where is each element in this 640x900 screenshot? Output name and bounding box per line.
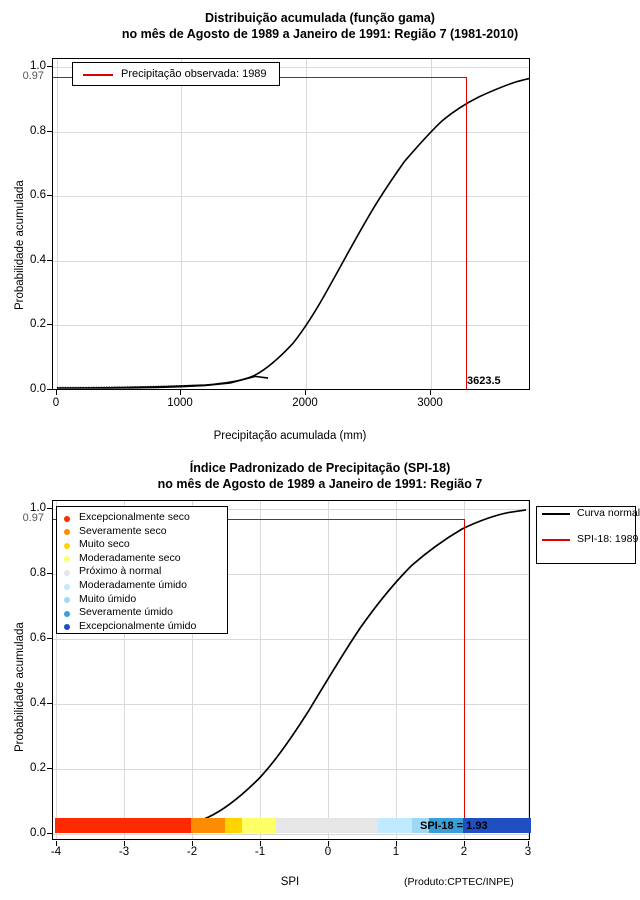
top-x-tickmark-0 — [56, 390, 57, 395]
bottom-y-tick-4: 0.8 — [30, 567, 46, 579]
legend-class-row-2 — [57, 538, 227, 552]
legend-class-row-4 — [57, 565, 227, 579]
spi-class-muito-seco — [225, 818, 242, 833]
spi-class-moderadamente-seco — [242, 818, 276, 833]
bottom-chart-title — [0, 460, 640, 492]
top-y-tick-1: 0.2 — [30, 318, 46, 331]
bottom-y-tick-3: 0.6 — [30, 632, 46, 644]
legend-dot-proximo-a-normal — [64, 570, 70, 576]
legend-swatch-curva-normal — [542, 513, 570, 515]
legend-label-5: Moderadamente úmido — [79, 578, 187, 591]
top-chart-title-line1: Distribuição acumulada (função gama) — [205, 11, 435, 25]
legend-class-row-3 — [57, 552, 227, 566]
legend-series-label-1: SPI-18: 1989 — [577, 533, 639, 545]
legend-series-curva-normal — [537, 507, 640, 533]
legend-swatch-spi — [542, 539, 570, 541]
top-highlight-y-label: 0.97 — [22, 70, 44, 82]
spi-class-moderadamente-umido — [378, 818, 412, 833]
top-y-axis-label: Probabilidade acumulada — [14, 180, 26, 310]
legend-series-spi — [537, 533, 639, 546]
top-y-tick-4: 0.8 — [30, 124, 46, 137]
spi-class-legend — [56, 506, 228, 634]
bottom-y-tick-1: 0.2 — [30, 762, 46, 774]
legend-label-8: Excepcionalmente úmido — [79, 619, 197, 632]
spi-class-excepcionalmente-seco — [55, 818, 191, 833]
bottom-x-tick--4: -4 — [50, 846, 62, 858]
top-y-tick-5: 1.0 — [30, 60, 46, 72]
top-x-tick-2000: 2000 — [292, 397, 318, 409]
spi-panel — [0, 452, 640, 900]
bottom-y-tick-0: 0.0 — [30, 827, 46, 839]
top-legend-label: Precipitação observada: 1989 — [121, 68, 267, 80]
legend-dot-severamente-umido — [64, 611, 70, 617]
top-legend — [72, 62, 280, 86]
legend-class-row-7 — [57, 606, 227, 620]
legend-dot-excepcionalmente-umido — [64, 624, 70, 630]
bottom-x-tick-1: 1 — [392, 846, 400, 858]
legend-label-7: Severamente úmido — [79, 606, 173, 619]
legend-dot-muito-seco — [64, 543, 70, 549]
bottom-y-axis-label: Probabilidade acumulada — [14, 622, 26, 752]
legend-dot-muito-umido — [64, 597, 70, 603]
top-x-tick-3000: 3000 — [417, 397, 443, 409]
spi-value-label: SPI-18 = 1.93 — [420, 820, 488, 832]
top-observed-value-label: 3623.5 — [467, 375, 501, 387]
top-y-tick-0: 0.0 — [30, 383, 46, 395]
legend-label-0: Excepcionalmente seco — [79, 511, 190, 523]
bottom-chart-title-line1: Índice Padronizado de Precipitação (SPI-18) — [189, 461, 451, 475]
top-chart-title-line2: no mês de Agosto de 1989 a Janeiro de 1991: Região 7 (1981-2010) — [121, 27, 519, 41]
legend-label-1: Severamente seco — [79, 524, 167, 537]
top-x-tickmark-2000 — [305, 390, 306, 395]
bottom-x-tick-0: 0 — [324, 846, 332, 858]
legend-dot-moderadamente-umido — [64, 584, 70, 590]
top-x-tick-0: 0 — [52, 397, 60, 409]
top-plot-area — [52, 58, 530, 390]
top-gamma-curve — [53, 59, 529, 389]
legend-class-row-1 — [57, 525, 227, 539]
legend-class-row-0 — [57, 511, 227, 525]
bottom-x-tick-3: 3 — [524, 846, 532, 858]
top-x-tickmark-3000 — [430, 390, 431, 395]
top-y-tick-3: 0.6 — [30, 189, 46, 202]
legend-dot-severamente-seco — [64, 529, 70, 535]
top-x-axis-label: Precipitação acumulada (mm) — [213, 430, 367, 442]
bottom-x-tick--2: -2 — [186, 846, 198, 858]
legend-label-2: Muito seco — [79, 538, 130, 551]
bottom-x-tick--3: -3 — [118, 846, 130, 858]
top-y-tick-2: 0.4 — [30, 253, 46, 266]
legend-label-6: Muito úmido — [79, 592, 137, 605]
top-legend-line-swatch — [83, 74, 113, 76]
legend-class-row-8 — [57, 620, 227, 634]
bottom-highlight-y-label: 0.97 — [22, 512, 44, 524]
top-observed-vline — [466, 77, 467, 391]
legend-series-label-0: Curva normal — [577, 507, 640, 519]
bottom-chart-title-line2: no mês de Agosto de 1989 a Janeiro de 1991: Região 7 — [157, 477, 483, 491]
bottom-y-tick-5: 1.0 — [30, 502, 46, 514]
bottom-series-legend — [536, 506, 640, 564]
product-source-note: (Produto:CPTEC/INPE) — [404, 876, 514, 888]
bottom-y-tick-2: 0.4 — [30, 697, 46, 709]
top-x-tickmark-1000 — [180, 390, 181, 395]
top-chart-title — [0, 10, 640, 42]
bottom-x-axis-label: SPI — [280, 876, 300, 888]
legend-class-row-5 — [57, 579, 227, 593]
legend-dot-excepcionalmente-seco — [64, 516, 70, 522]
bottom-x-tick--1: -1 — [254, 846, 266, 858]
legend-label-4: Próximo à normal — [79, 565, 162, 578]
spi-class-proximo-a-normal — [276, 818, 378, 833]
legend-label-3: Moderadamente seco — [79, 551, 181, 564]
legend-dot-moderadamente-seco — [64, 556, 70, 562]
top-x-tick-1000: 1000 — [167, 397, 193, 409]
bottom-spi-vline — [464, 519, 465, 819]
spi-class-severamente-seco — [191, 818, 225, 833]
legend-class-row-6 — [57, 593, 227, 607]
bottom-x-tick-2: 2 — [460, 846, 468, 858]
